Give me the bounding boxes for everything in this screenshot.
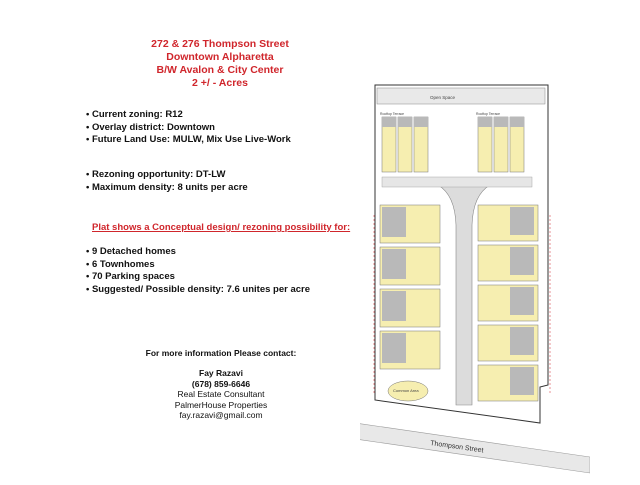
site-plat-drawing [360,75,590,485]
fact-townhomes: • 6 Townhomes [86,259,310,272]
fact-suggested-density: • Suggested/ Possible density: 7.6 unites per acre [86,284,310,297]
fact-current-zoning: • Current zoning: R12 [86,109,291,122]
townhomes-right [478,117,524,172]
title-acreage: 2 +/ - Acres [192,77,248,89]
fact-rezoning-opportunity: • Rezoning opportunity: DT-LW [86,169,248,182]
fact-maximum-density: • Maximum density: 8 units per acre [86,182,248,195]
title-area: Downtown Alpharetta [166,51,274,63]
plat-note: Plat shows a Conceptual design/ rezoning possibility for: [92,222,351,233]
townhomes-left [382,117,428,172]
open-space-strip [377,88,545,104]
title-block [120,38,320,90]
thompson-street [360,415,590,473]
contact-heading: For more information Please contact: [145,348,297,358]
contact-phone: (678) 859-6646 [191,378,251,389]
detached-lots-right [478,205,538,401]
site-plat [360,75,590,485]
contact-email: fay.razavi@gmail.com [179,410,263,420]
townhome-label-right: Rooftop Terrace [476,112,501,116]
fact-future-land-use: • Future Land Use: MULW, Mix Use Live-Work [86,134,291,147]
fact-overlay-district: • Overlay district: Downtown [86,122,291,135]
fact-parking: • 70 Parking spaces [86,271,310,284]
zoning-facts [86,109,291,147]
title-address: 272 & 276 Thompson Street [151,38,289,50]
townhome-label-left: Rooftop Terrace [380,112,405,116]
fact-detached-homes: • 9 Detached homes [86,246,310,259]
plan-facts [86,246,310,296]
cross-drive [382,177,532,187]
rezoning-facts [86,169,248,194]
contact-title: Real Estate Consultant [177,389,265,399]
title-location: B/W Avalon & City Center [156,64,284,76]
contact-company: PalmerHouse Properties [174,399,268,410]
common-area-label: Common Area [393,388,419,393]
contact-name: Fay Razavi [199,368,243,378]
contact-block [96,368,346,421]
street-label: Thompson Street [429,440,484,455]
open-space-label: Open Space [430,95,456,100]
